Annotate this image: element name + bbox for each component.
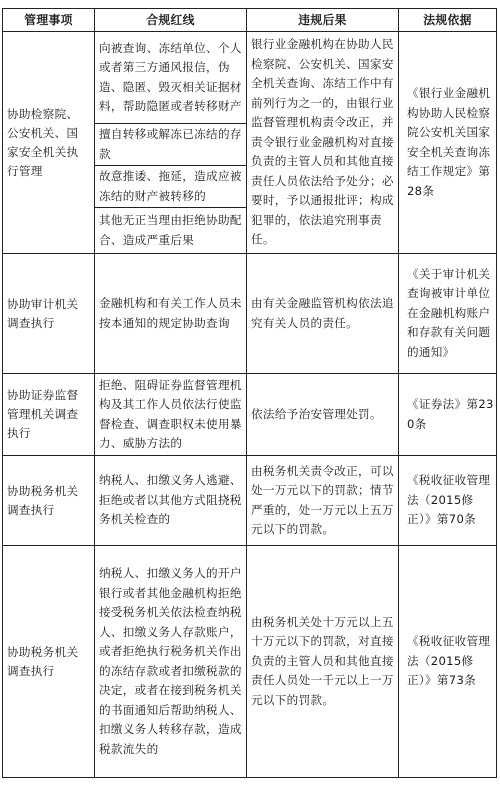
header-consequence: 违规后果	[247, 9, 399, 32]
header-row	[3, 9, 497, 32]
table-row	[3, 254, 497, 374]
legal-basis-cell: 《银行业金融机构协助人民检察院公安机关国家安全机关查询冻结工作规定》第28条	[399, 32, 497, 254]
table-row	[3, 374, 497, 456]
red-line-cell: 纳税人、扣缴义务人的开户银行或者其他金融机构拒绝接受税务机关依法检查纳税人、扣缴义务人存款账户，或者拒绝执行税务机关作出的冻结存款或者扣缴税款的决定，或者在接到税务机关的书面通知后帮助纳税人、扣缴义务人转移存款，造成税款流失的	[95, 546, 247, 778]
compliance-table	[2, 8, 497, 778]
legal-basis-cell: 《证券法》第230条	[399, 374, 497, 456]
header-management-item: 管理事项	[3, 9, 95, 32]
management-item-cell: 协助审计机关调查执行	[3, 254, 95, 374]
management-item-cell: 协助税务机关调查执行	[3, 456, 95, 546]
legal-basis-cell: 《关于审计机关查询被审计单位在金融机构账户和存款有关问题的通知》	[399, 254, 497, 374]
management-item-cell: 协助证券监督管理机关调查执行	[3, 374, 95, 456]
table-row	[3, 546, 497, 778]
red-line-cell: 擅自转移或解冻已冻结的存款	[95, 124, 247, 166]
consequence-cell: 由税务机关责令改正，可以处一万元以下的罚款；情节严重的，处一万元以上五万元以下的罚款。	[247, 456, 399, 546]
legal-basis-cell: 《税收征收管理法（2015修正）》第73条	[399, 546, 497, 778]
consequence-cell: 银行业金融机构在协助人民检察院、公安机关、国家安全机关查询、冻结工作中有前列行为之一的，由银行业监督管理机构责令改正，并责令银行业金融机构对直接负责的主管人员和其他直接责任人员依法给予处分；必要时，予以通报批评；构成犯罪的，依法追究刑事责任。	[247, 32, 399, 254]
consequence-cell: 由税务机关处十万元以上五十万元以下的罚款，对直接负责的主管人员和其他直接责任人员处一千元以上一万元以下的罚款。	[247, 546, 399, 778]
red-line-cell: 金融机构和有关工作人员未按本通知的规定协助查询	[95, 254, 247, 374]
red-line-cell: 故意推诿、拖延，造成应被冻结的财产被转移的	[95, 166, 247, 208]
header-red-line: 合规红线	[95, 9, 247, 32]
header-legal-basis: 法规依据	[399, 9, 497, 32]
red-line-cell: 其他无正当理由拒绝协助配合、造成严重后果	[95, 208, 247, 254]
red-line-cell: 拒绝、阻碍证券监督管理机构及其工作人员依法行使监督检查、调查职权未使用暴力、威胁方法的	[95, 374, 247, 456]
management-item-cell: 协助税务机关调查执行	[3, 546, 95, 778]
consequence-cell: 由有关金融监管机构依法追究有关人员的责任。	[247, 254, 399, 374]
red-line-cell: 向被查询、冻结单位、个人或者第三方通风报信，伪造、隐匿、毁灭相关证据材料，帮助隐匿或者转移财产	[95, 32, 247, 124]
red-line-cell: 纳税人、扣缴义务人逃避、拒绝或者以其他方式阻挠税务机关检查的	[95, 456, 247, 546]
table-row	[3, 456, 497, 546]
consequence-cell: 依法给予治安管理处罚。	[247, 374, 399, 456]
legal-basis-cell: 《税收征收管理法（2015修正）》第70条	[399, 456, 497, 546]
management-item-cell: 协助检察院、公安机关、国家安全机关执行管理	[3, 32, 95, 254]
table-row	[3, 32, 497, 124]
